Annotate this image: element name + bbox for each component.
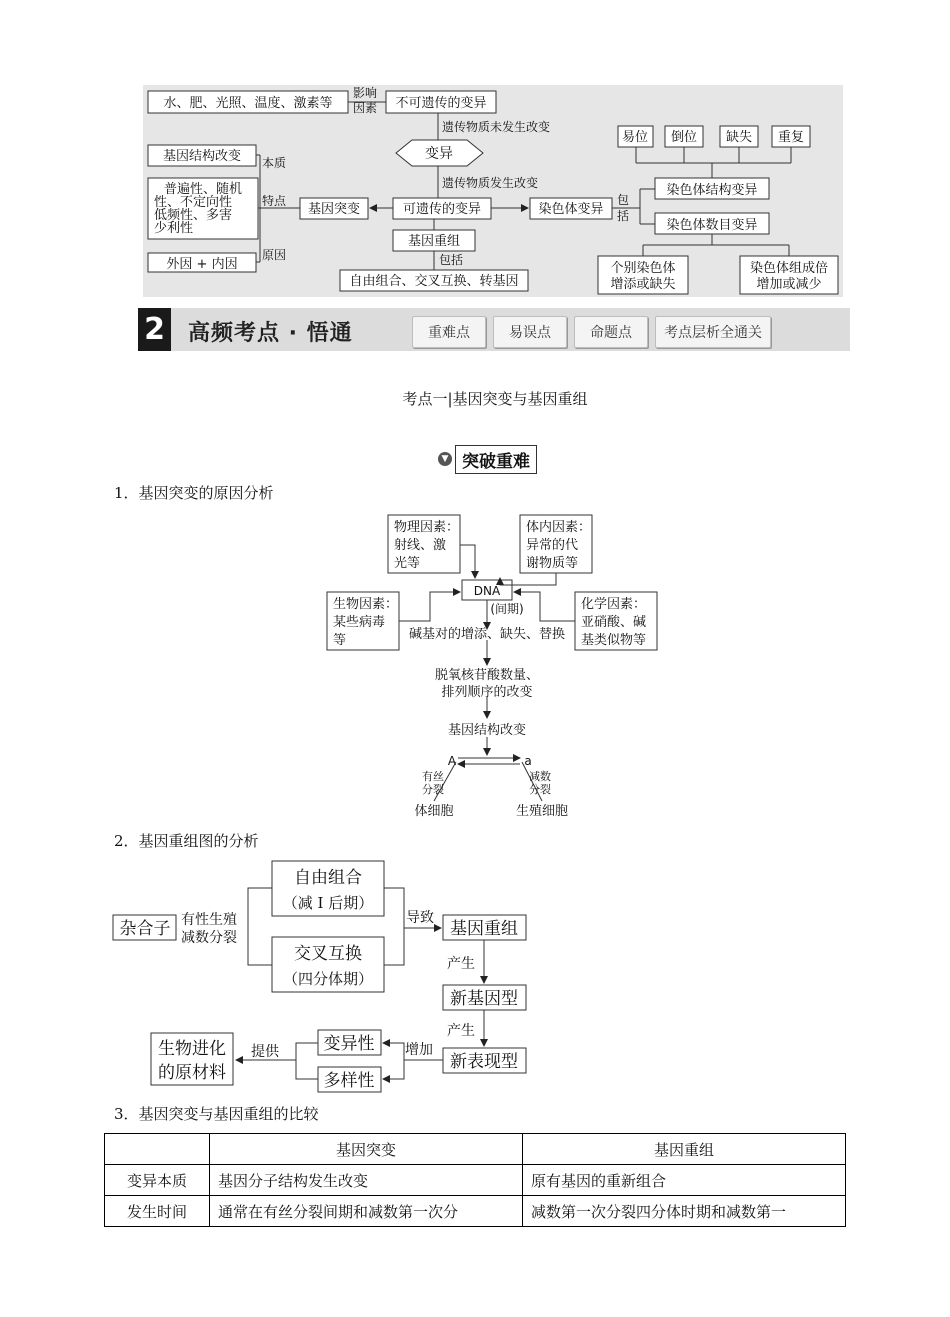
somatic-cell: 体细胞: [414, 804, 454, 819]
meiosis-label: 减数分裂: [181, 930, 237, 946]
recombination-diagram: [0, 855, 950, 1095]
produce-label-2: 产生: [447, 1023, 475, 1039]
unchanged-label: 遗传物质未发生改变: [442, 120, 551, 134]
variability-box: 变异性: [323, 1034, 375, 1054]
table-cell: 减数第一次分裂四分体时期和减数第一: [523, 1196, 846, 1227]
non-heritable-box: 不可遗传的变异: [395, 96, 487, 111]
chromosome-variation-box: 染色体变异: [538, 202, 604, 217]
badge-label: 突破重难: [455, 445, 537, 474]
number-type-2: 染色体组成倍: [749, 261, 829, 276]
features-line2: 性、不定向性: [154, 195, 233, 210]
influence-label-2: 因素: [353, 101, 378, 115]
free-combination-box: 自由组合: [294, 868, 362, 888]
base-change-text: 碱基对的增添、缺失、替换: [408, 627, 566, 642]
chemical-factor-2: 亚硝酸、碱: [581, 615, 647, 630]
variation-node: 变异: [425, 146, 453, 162]
table-cell: 原有基因的重新组合: [523, 1165, 846, 1196]
crossing-over-box: 交叉互换: [294, 944, 362, 964]
produce-label-1: 产生: [447, 956, 475, 972]
structure-type-4: 重复: [777, 130, 805, 145]
structure-type-1: 易位: [621, 130, 649, 145]
nucleotide-change-2: 排列顺序的改变: [441, 685, 533, 700]
heading-2: 2．基因重组图的分析: [114, 832, 259, 850]
table-header-cell: [105, 1134, 210, 1165]
structure-type-3: 缺失: [725, 130, 753, 145]
nucleotide-change: 脱氧核苷酸数量、: [434, 668, 540, 683]
chemical-factor-3: 基类似物等: [581, 633, 647, 648]
mutation-cause-diagram: [0, 505, 950, 825]
features-line3: 低频性、多害: [154, 208, 233, 223]
section-title: 考点一|基因突变与基因重组: [402, 390, 588, 408]
tab-key-points[interactable]: 重难点: [412, 316, 486, 348]
factors-box: 水、肥、光照、温度、激素等: [163, 96, 333, 111]
dna-box: DNA: [473, 584, 501, 598]
causes-box: 外因 + 内因: [166, 257, 238, 272]
influence-label: 影响: [353, 86, 378, 100]
breakthrough-badge: [438, 445, 546, 473]
number-type-2-line2: 增加或减少: [756, 277, 822, 292]
evolution-material-box: 生物进化: [158, 1039, 226, 1059]
tab-question-points[interactable]: 命题点: [574, 316, 648, 348]
table-header-row: [105, 1134, 846, 1165]
essence-label: 本质: [262, 156, 287, 170]
biological-factor-3: 等: [333, 633, 347, 648]
table-row: [105, 1165, 846, 1196]
table-cell: 通常在有丝分裂间期和减数第一次分: [210, 1196, 523, 1227]
recombination-result-box: 基因重组: [450, 919, 518, 939]
increase-label: 增加: [405, 1042, 433, 1058]
features-line4: 少利性: [154, 221, 194, 236]
new-genotype-box: 新基因型: [450, 989, 518, 1009]
meiosis-label-2: 分裂: [529, 783, 551, 796]
table-header-cell: 基因突变: [210, 1134, 523, 1165]
allele-a: a: [524, 754, 532, 768]
physical-factor-2: 射线、激: [394, 538, 447, 553]
tab-common-errors[interactable]: 易误点: [493, 316, 567, 348]
diversity-box: 多样性: [323, 1071, 375, 1091]
table-cell: 基因分子结构发生改变: [210, 1165, 523, 1196]
internal-factor-3: 谢物质等: [526, 556, 579, 571]
recomb-types-box: 自由组合、交叉互换、转基因: [349, 274, 519, 289]
banner-title: 高频考点 · 悟通: [188, 321, 353, 346]
internal-factor: 体内因素：: [526, 520, 592, 535]
mitosis-label-2: 分裂: [422, 783, 444, 796]
heritable-box: 可遗传的变异: [402, 202, 482, 217]
physical-factor-3: 光等: [394, 556, 421, 571]
include2-label: 包: [617, 193, 630, 207]
concept-map: [0, 0, 950, 300]
gene-structure-box: 基因结构改变: [162, 149, 242, 164]
features-label: 特点: [262, 194, 287, 208]
number-variation-box: 染色体数目变异: [666, 218, 758, 233]
provide-label: 提供: [251, 1044, 279, 1060]
banner-number: 2: [138, 308, 171, 351]
interphase-label: (间期): [490, 602, 524, 616]
chemical-factor: 化学因素：: [581, 597, 647, 612]
table-cell: 发生时间: [105, 1196, 210, 1227]
include-label: 包括: [439, 253, 464, 267]
recombination-box: 基因重组: [407, 234, 461, 249]
allele-A: A: [447, 754, 457, 768]
gene-mutation-box: 基因突变: [307, 202, 361, 217]
causes-label: 原因: [262, 248, 287, 262]
features-box: 普遍性、随机: [164, 182, 243, 197]
table-row: [105, 1196, 846, 1227]
meiosis-label: 减数: [529, 770, 551, 783]
physical-factor: 物理因素：: [394, 520, 460, 535]
biological-factor-2: 某些病毒: [333, 615, 386, 630]
germ-cell: 生殖细胞: [515, 804, 569, 819]
number-type-1: 个别染色体: [610, 261, 676, 276]
evolution-material-line2: 的原材料: [158, 1063, 226, 1083]
changed-label: 遗传物质发生改变: [442, 176, 539, 190]
sexual-reproduction-label: 有性生殖: [181, 912, 237, 928]
heading-1: 1．基因突变的原因分析: [114, 484, 274, 502]
include2-label-2: 括: [617, 209, 630, 223]
number-type-1-line2: 增添或缺失: [610, 277, 676, 292]
crossing-over-period: （四分体期）: [282, 970, 374, 988]
mitosis-label: 有丝: [422, 770, 444, 783]
biological-factor: 生物因素：: [333, 597, 399, 612]
free-combination-period: （减 Ⅰ 后期）: [282, 894, 374, 912]
heterozygote-box: 杂合子: [119, 919, 171, 939]
structure-type-2: 倒位: [670, 130, 698, 145]
triangle-down-icon: ▼: [438, 452, 452, 466]
table-header-cell: 基因重组: [523, 1134, 846, 1165]
table-cell: 变异本质: [105, 1165, 210, 1196]
comparison-table: [104, 1133, 846, 1227]
structure-variation-box: 染色体结构变异: [666, 183, 758, 198]
structure-change-text: 基因结构改变: [447, 723, 527, 738]
heading-3: 3．基因突变与基因重组的比较: [114, 1105, 319, 1123]
lead-to-label: 导致: [406, 910, 434, 926]
tab-full-analysis[interactable]: 考点层析全通关: [655, 316, 771, 348]
new-phenotype-box: 新表现型: [450, 1052, 518, 1072]
internal-factor-2: 异常的代: [526, 538, 579, 553]
